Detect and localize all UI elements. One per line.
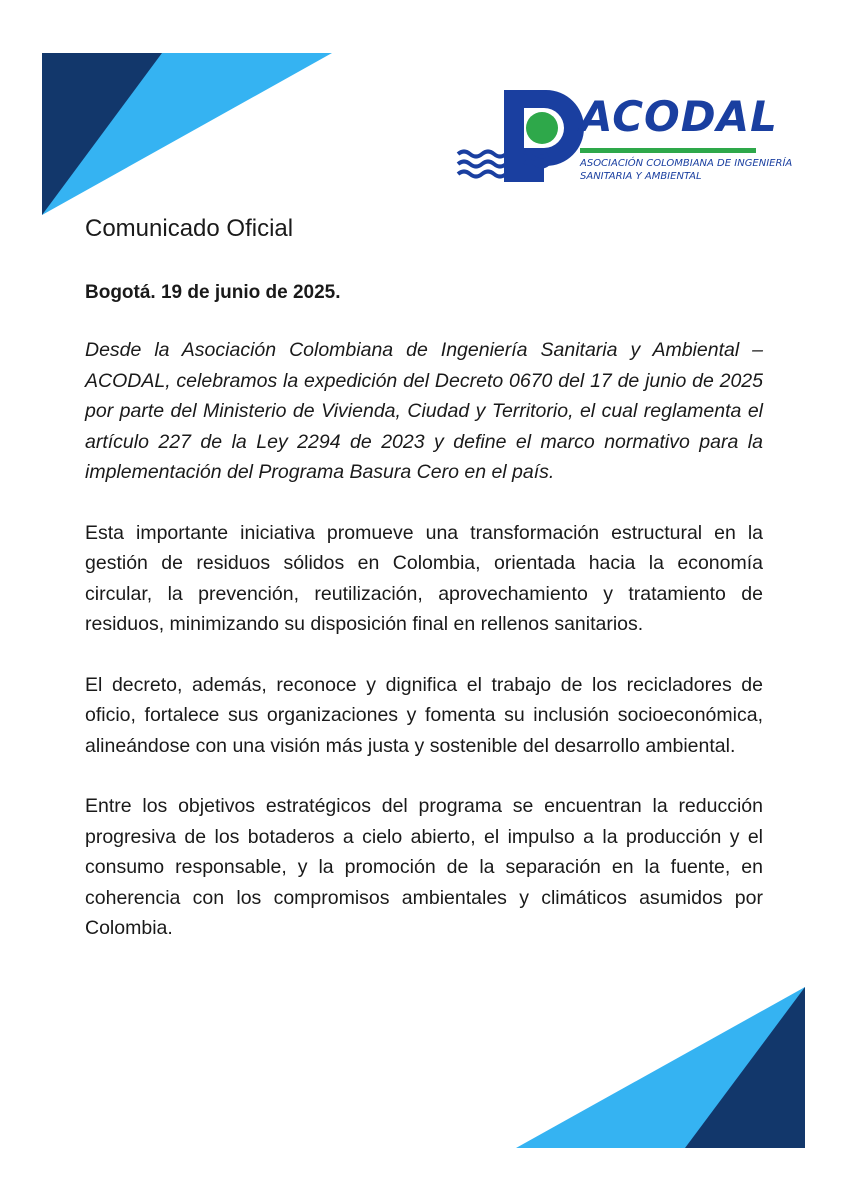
paragraph-initiative: Esta importante iniciativa promueve una transformación estructural en la gestión de residuos sólidos en Colombia, orientada hacia la economía circular, la prevención, reutilización, aprovechamiento y tratamiento de residuos, minimizando su disposición final en rellenos sanitarios. [85, 521, 763, 635]
corner-decoration-top [42, 53, 332, 215]
logo-underline [580, 148, 756, 153]
logo-subtitle-line2: SANITARIA Y AMBIENTAL [580, 171, 702, 182]
document-title: Comunicado Oficial [85, 215, 294, 242]
logo-subtitle [580, 157, 792, 183]
logo-name: ACODAL [580, 92, 778, 141]
corner-decoration-bottom [516, 987, 805, 1148]
paragraph-recyclers: El decreto, además, reconoce y dignifica el trabajo de los recicladores de oficio, fortalece sus organizaciones y fomenta su inclusión socioeconómica, alineándose con una visión más justa y sostenible del desarrollo ambiental. [85, 673, 763, 757]
document-body [85, 212, 763, 944]
date-line: Bogotá. 19 de junio de 2025. [85, 282, 341, 303]
logo-subtitle-line1: ASOCIACIÓN COLOMBIANA DE INGENIERÍA [580, 158, 793, 169]
paragraph-objectives: Entre los objetivos estratégicos del programa se encuentran la reducción progresiva de los botaderos a cielo abierto, el impulso a la producción y el consumo responsable, y la promoción de la separación en la fuente, en coherencia con los compromisos ambientales y climáticos asumidos por Colombia. [85, 795, 763, 939]
paragraph-intro: Desde la Asociación Colombiana de Ingeniería Sanitaria y Ambiental – ACODAL, celebramos la expedición del Decreto 0670 del 17 de junio de 2025 por parte del Ministerio de Vivienda, Ciudad y Territorio, el cual reglamenta el artículo 227 de la Ley 2294 de 2023 y define el marco normativo para la implementación del Programa Basura Cero en el país. [85, 339, 763, 483]
